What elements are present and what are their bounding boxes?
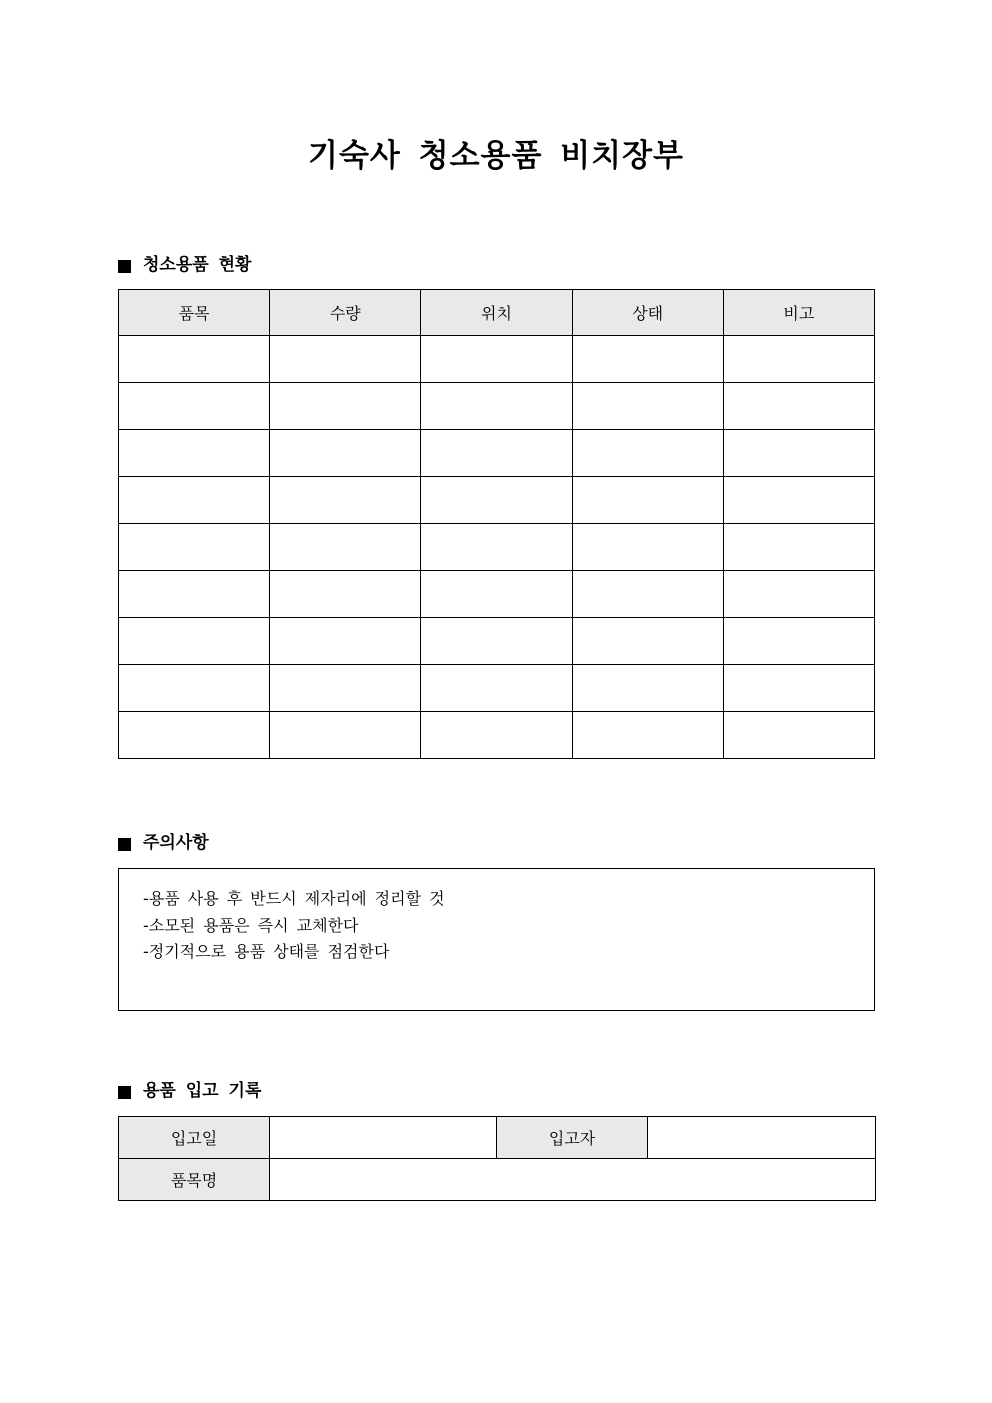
table-cell[interactable] [723, 618, 874, 665]
table-cell[interactable] [572, 665, 723, 712]
table-cell[interactable] [572, 430, 723, 477]
table-row [119, 336, 875, 383]
column-header-condition: 상태 [572, 290, 723, 336]
receipt-section-title: 용품 입고 기록 [143, 1081, 262, 1101]
table-cell[interactable] [421, 618, 572, 665]
table-cell[interactable] [119, 712, 270, 759]
table-cell[interactable] [421, 430, 572, 477]
table-row [119, 571, 875, 618]
table-cell[interactable] [270, 524, 421, 571]
item-name-field[interactable] [270, 1159, 876, 1201]
table-cell[interactable] [723, 524, 874, 571]
table-cell[interactable] [723, 571, 874, 618]
table-cell[interactable] [270, 383, 421, 430]
table-cell[interactable] [421, 571, 572, 618]
notes-list [119, 869, 874, 966]
table-cell[interactable] [723, 383, 874, 430]
table-cell[interactable] [119, 665, 270, 712]
receiver-field[interactable] [648, 1117, 876, 1159]
table-cell[interactable] [270, 618, 421, 665]
notes-box [118, 868, 875, 1011]
receiver-label: 입고자 [497, 1117, 648, 1159]
table-row [119, 383, 875, 430]
table-cell[interactable] [572, 477, 723, 524]
table-cell[interactable] [270, 336, 421, 383]
receipt-section-heading [118, 1079, 261, 1103]
status-section-heading [118, 253, 251, 277]
square-bullet-icon [118, 1086, 131, 1099]
status-table-header-row [119, 290, 875, 336]
column-header-remarks: 비고 [723, 290, 874, 336]
table-row [119, 712, 875, 759]
table-cell[interactable] [421, 383, 572, 430]
table-row [119, 524, 875, 571]
table-cell[interactable] [119, 618, 270, 665]
status-section-title: 청소용품 현황 [143, 255, 252, 275]
table-cell[interactable] [119, 430, 270, 477]
table-cell[interactable] [723, 430, 874, 477]
receipt-date-field[interactable] [270, 1117, 497, 1159]
table-cell[interactable] [572, 524, 723, 571]
table-cell[interactable] [119, 571, 270, 618]
table-cell[interactable] [421, 336, 572, 383]
column-header-item: 품목 [119, 290, 270, 336]
table-cell[interactable] [119, 524, 270, 571]
table-cell[interactable] [723, 665, 874, 712]
table-cell[interactable] [723, 712, 874, 759]
notes-section-heading [118, 831, 209, 855]
receipt-table [118, 1116, 876, 1201]
table-cell[interactable] [572, 383, 723, 430]
list-item: -용품 사용 후 반드시 제자리에 정리할 것 [143, 889, 445, 908]
notes-section-title: 주의사항 [143, 833, 209, 853]
table-cell[interactable] [421, 665, 572, 712]
column-header-location: 위치 [421, 290, 572, 336]
column-header-quantity: 수량 [270, 290, 421, 336]
table-row [119, 1159, 876, 1201]
table-cell[interactable] [572, 618, 723, 665]
table-row [119, 665, 875, 712]
square-bullet-icon [118, 260, 131, 273]
table-cell[interactable] [119, 336, 270, 383]
table-cell[interactable] [421, 524, 572, 571]
table-row [119, 477, 875, 524]
receipt-date-label: 입고일 [119, 1117, 270, 1159]
list-item: -정기적으로 용품 상태를 점검한다 [143, 942, 390, 961]
square-bullet-icon [118, 838, 131, 851]
list-item: -소모된 용품은 즉시 교체한다 [143, 915, 359, 935]
table-cell[interactable] [270, 571, 421, 618]
table-cell[interactable] [421, 712, 572, 759]
table-cell[interactable] [723, 477, 874, 524]
table-row [119, 430, 875, 477]
table-cell[interactable] [572, 571, 723, 618]
table-cell[interactable] [119, 477, 270, 524]
table-cell[interactable] [723, 336, 874, 383]
table-cell[interactable] [270, 712, 421, 759]
table-cell[interactable] [572, 712, 723, 759]
table-cell[interactable] [572, 336, 723, 383]
table-cell[interactable] [119, 383, 270, 430]
table-row [119, 1117, 876, 1159]
table-cell[interactable] [270, 477, 421, 524]
page-title: 기숙사 청소용품 비치장부 [308, 138, 684, 174]
item-name-label: 품목명 [119, 1159, 270, 1201]
status-table [118, 289, 875, 759]
table-cell[interactable] [270, 665, 421, 712]
table-row [119, 618, 875, 665]
table-cell[interactable] [270, 430, 421, 477]
table-cell[interactable] [421, 477, 572, 524]
